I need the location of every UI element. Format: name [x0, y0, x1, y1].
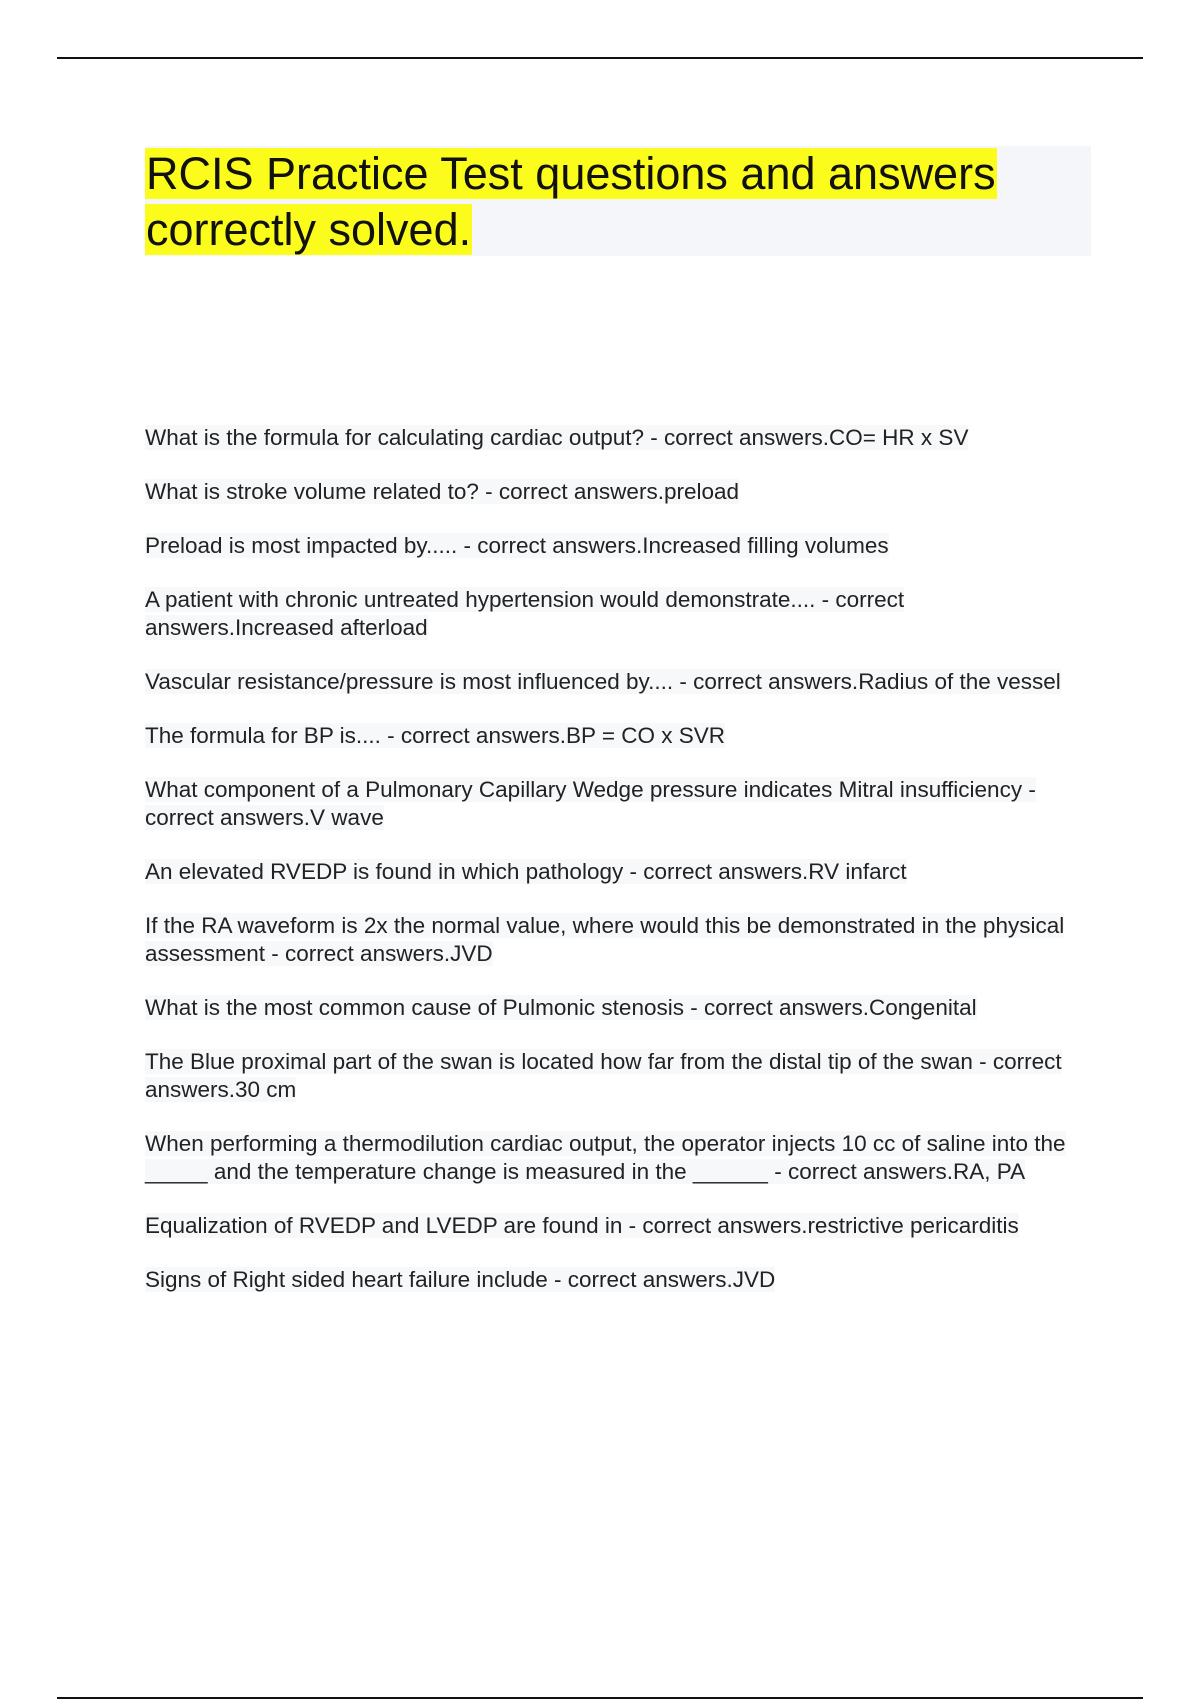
qa-item-7 — [145, 776, 1091, 832]
qa-text: The Blue proximal part of the swan is located how far from the distal tip of the swan - correct answers.30 cm — [145, 1049, 1062, 1102]
top-rule — [57, 57, 1143, 59]
qa-text: What is the most common cause of Pulmonic stenosis - correct answers.Congenital — [145, 995, 977, 1020]
qa-text: Signs of Right sided heart failure include - correct answers.JVD — [145, 1267, 776, 1292]
qa-item-5 — [145, 668, 1091, 696]
qa-text: If the RA waveform is 2x the normal value, where would this be demonstrated in the physical assessment - correct answers.JVD — [145, 913, 1065, 966]
qa-item-10 — [145, 994, 1091, 1022]
qa-item-3 — [145, 532, 1091, 560]
qa-text: Vascular resistance/pressure is most influenced by.... - correct answers.Radius of the vessel — [145, 669, 1061, 694]
title-block — [145, 146, 1091, 256]
qa-text: An elevated RVEDP is found in which pathology - correct answers.RV infarct — [145, 859, 907, 884]
qa-item-1 — [145, 424, 1091, 452]
qa-item-14 — [145, 1266, 1091, 1294]
document-title-text: RCIS Practice Test questions and answers correctly solved. — [146, 148, 996, 255]
document-title — [145, 146, 1085, 258]
qa-item-11 — [145, 1048, 1091, 1104]
qa-text: The formula for BP is.... - correct answers.BP = CO x SVR — [145, 723, 725, 748]
qa-text: What is the formula for calculating cardiac output? - correct answers.CO= HR x SV — [145, 425, 969, 450]
qa-text: What component of a Pulmonary Capillary Wedge pressure indicates Mitral insufficiency - correct answers.V wave — [145, 777, 1036, 830]
qa-item-4 — [145, 586, 1091, 642]
qa-text: Equalization of RVEDP and LVEDP are found in - correct answers.restrictive pericarditis — [145, 1213, 1019, 1238]
qa-item-13 — [145, 1212, 1091, 1240]
qa-text: What is stroke volume related to? - correct answers.preload — [145, 479, 739, 504]
qa-item-6 — [145, 722, 1091, 750]
qa-item-9 — [145, 912, 1091, 968]
qa-item-12 — [145, 1130, 1091, 1186]
bottom-rule — [57, 1697, 1143, 1699]
qa-text: A patient with chronic untreated hypertension would demonstrate.... - correct answers.Increased afterload — [145, 587, 905, 640]
qa-item-2 — [145, 478, 1091, 506]
qa-item-8 — [145, 858, 1091, 886]
qa-text: Preload is most impacted by..... - correct answers.Increased filling volumes — [145, 533, 889, 558]
qa-text: When performing a thermodilution cardiac output, the operator injects 10 cc of saline into the _____ and the temperature change is measured in the ______ - correct answers.RA, PA — [145, 1131, 1066, 1184]
qa-list — [145, 424, 1091, 1320]
